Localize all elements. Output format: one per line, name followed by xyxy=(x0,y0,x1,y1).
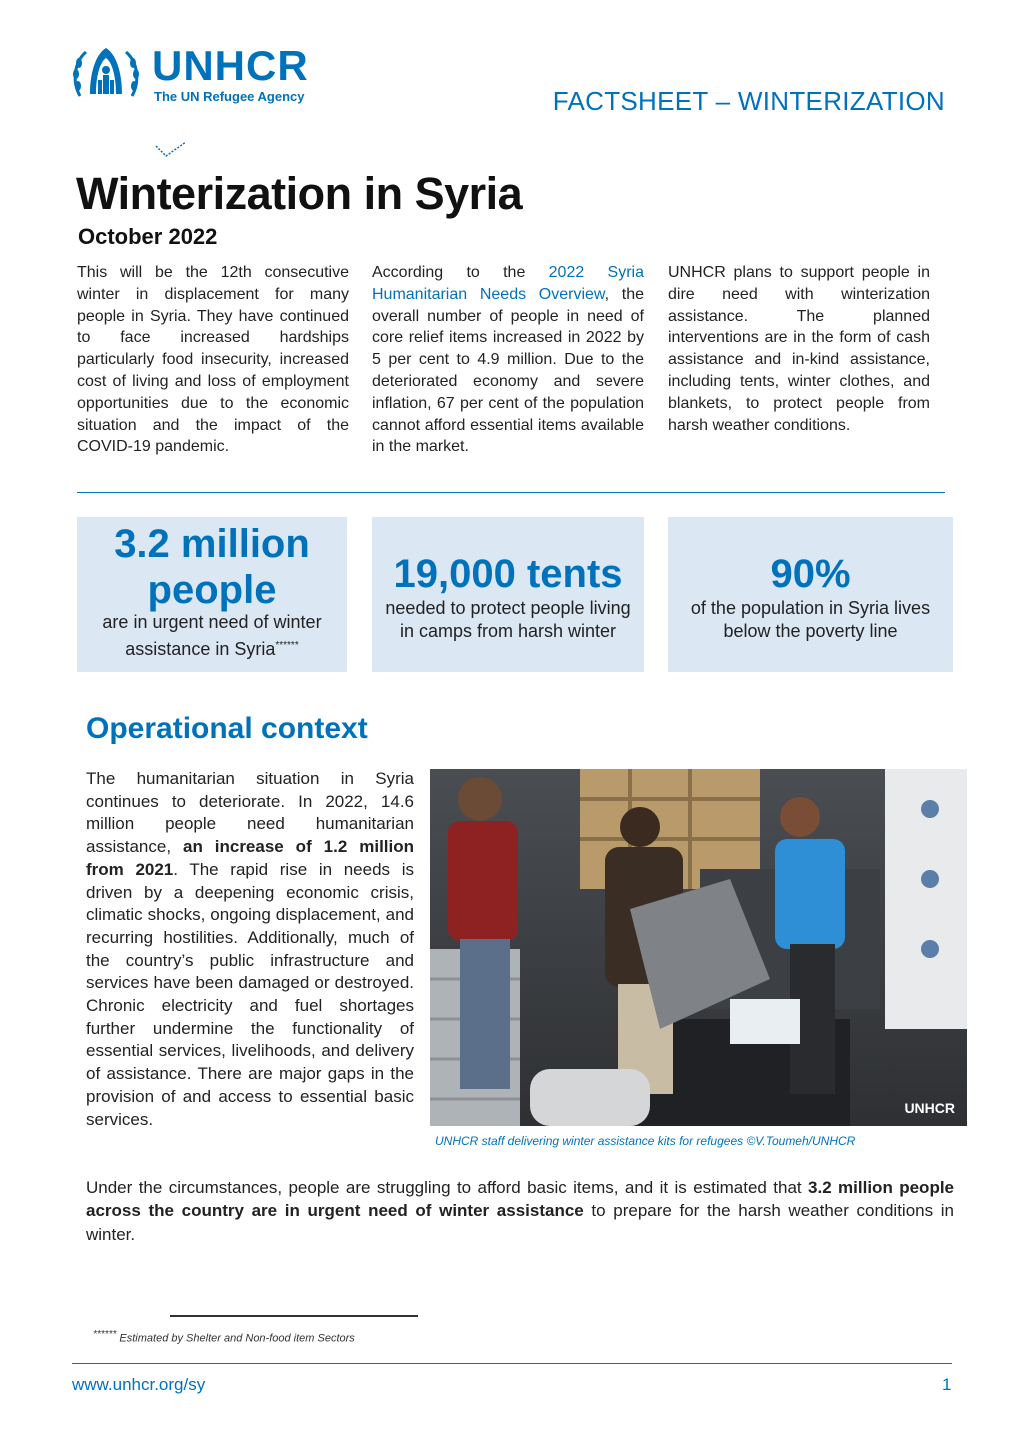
stat-desc-line2: in camps from harsh winter xyxy=(399,621,617,641)
stat-value-line2: people xyxy=(147,568,277,612)
hno-link[interactable]: 2022 Syria Humanitarian Needs Overview xyxy=(372,264,644,303)
footnote-text: Estimated by Shelter and Non-food item Sectors xyxy=(116,1332,355,1345)
page-date: October 2022 xyxy=(78,224,218,249)
stat-box-poverty xyxy=(668,517,953,672)
stat-box-people xyxy=(77,517,347,672)
stat-desc-line1: needed to protect people living xyxy=(385,598,631,618)
footer-url-link[interactable]: www.unhcr.org/sy xyxy=(72,1375,206,1394)
logo-name: UNHCR xyxy=(152,42,309,89)
stat-desc-text: assistance in Syria xyxy=(125,639,276,659)
p2-bold: 3.2 million people across the country are in urgent need of winter assistance xyxy=(86,1178,955,1221)
p2-text-after: to prepare for the harsh weather conditions in winter. xyxy=(86,1201,954,1244)
operational-paragraph-2 xyxy=(86,1176,954,1246)
p1-bold: an increase of 1.2 million from 2021 xyxy=(86,837,415,879)
photo-watermark: UNHCR xyxy=(904,1100,955,1116)
unhcr-emblem-icon xyxy=(70,42,142,106)
p1-text-before: The humanitarian situation in Syria continues to deteriorate. In 2022, 14.6 million people need humanitarian assistance, xyxy=(86,769,414,857)
stat-desc-line1: are in urgent need of winter xyxy=(102,612,322,632)
stat-value: 19,000 tents xyxy=(393,552,623,596)
stat-desc-line2: below the poverty line xyxy=(723,621,898,641)
p2-text-before: Under the circumstances, people are struggling to afford basic items, and it is estimated that xyxy=(86,1178,809,1197)
page-title: Winterization in Syria xyxy=(76,168,523,219)
stat-desc-line2 xyxy=(77,634,347,661)
footnote-mark: ****** xyxy=(275,640,299,651)
intro-col2-text-after: , the overall number of people in need of core relief items increased in 2022 by 5 per cent to 4.9 million. Due to the deteriorated economy and severe inflation, 67 per cent of the population cannot afford essential items available in the market. xyxy=(372,285,644,456)
section-divider xyxy=(77,492,945,493)
page-number: 1 xyxy=(942,1375,952,1394)
intro-column-1: This will be the 12th consecutive winter in displacement for many people in Syria. They have continued to face increased hardships particularly food insecurity, increased cost of living and loss of employment opportunities due to the economic situation and the impact of the COVID-19 pandemic. xyxy=(77,264,349,456)
section-heading-operational-context: Operational context xyxy=(86,712,368,745)
footer-divider xyxy=(72,1363,952,1364)
logo-tagline: The UN Refugee Agency xyxy=(154,89,305,104)
intro-column-3: UNHCR plans to support people in dire need with winterization assistance. The planned interventions are in the form of cash assistance and in-kind assistance, including tents, winter clothes, and blankets, to protect people from harsh weather conditions. xyxy=(668,264,930,434)
stat-value: 90% xyxy=(770,552,851,596)
photo-staff-delivering-winter-kits xyxy=(430,769,967,1126)
photo-illustration xyxy=(430,769,967,1126)
photo-caption: UNHCR staff delivering winter assistance kits for refugees ©V.Toumeh/UNHCR xyxy=(435,1134,856,1148)
intro-column-2 xyxy=(372,262,644,458)
footnote xyxy=(93,1328,355,1346)
unhcr-logo xyxy=(70,42,350,110)
intro-col2-text-before: According to the xyxy=(372,264,549,281)
footnote-divider xyxy=(170,1315,418,1317)
stat-desc-line1: of the population in Syria lives xyxy=(690,598,931,618)
footnote-mark: ****** xyxy=(93,1329,117,1340)
checkmark-icon xyxy=(154,140,188,160)
stat-value-line1: 3.2 million xyxy=(114,522,310,566)
operational-paragraph-1 xyxy=(86,768,414,1131)
p1-text-after: . The rapid rise in needs is driven by a deepening economic crisis, climatic shocks, ongoing displacement, and recurring hostilities. Additionally, much of the country’s public infrastructure and services have been damaged or destroyed. Chronic electricity and fuel shortages further undermine the functionality of essential services, livelihoods, and delivery of assistance. There are major gaps in the provision of and access to essential basic services. xyxy=(86,859,414,1129)
stat-box-tents xyxy=(372,517,644,672)
factsheet-label: FACTSHEET – WINTERIZATION xyxy=(552,86,945,116)
